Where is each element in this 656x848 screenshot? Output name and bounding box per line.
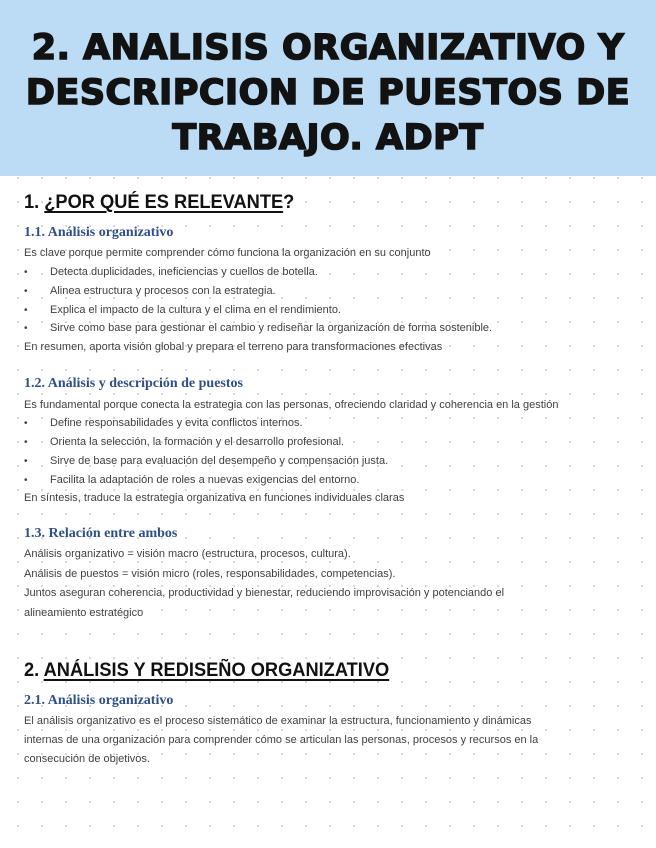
subsection-2-1-title: 2.1. Análisis organizativo — [24, 693, 174, 708]
bullet-dot: • — [24, 418, 28, 429]
bullet-dot: • — [24, 456, 28, 467]
section-1-title: ¿POR QUÉ ES RELEVANTE — [44, 192, 284, 213]
list-item — [24, 266, 318, 278]
subsection-1-3-line: Análisis de puestos = visión micro (roles, responsabilidades, competencias). — [24, 568, 396, 580]
section-2-title: ANÁLISIS Y REDISEÑO ORGANIZATIVO — [43, 660, 390, 681]
list-item — [24, 474, 359, 486]
subsection-2-1-line: El análisis organizativo es el proceso sistemático de examinar la estructura, funcionamiento y dinámicas — [24, 715, 532, 727]
bullet-dot: • — [24, 437, 28, 448]
bullet-dot: • — [24, 475, 28, 486]
subsection-2-1-line: internas de una organización para comprender cómo se articulan las personas, procesos y recursos en la — [24, 734, 539, 746]
bullet-dot: • — [24, 305, 28, 316]
subsection-1-2-summary: En síntesis, traduce la estrategia organizativa en funciones individuales claras — [24, 492, 405, 504]
subsection-1-1-title: 1.1. Análisis organizativo — [24, 225, 174, 240]
subsection-1-2-title: 1.2. Análisis y descripción de puestos — [24, 376, 243, 391]
list-item-text: Explica el impacto de la cultura y el clima en el rendimiento. — [50, 304, 342, 316]
section-1-heading — [24, 192, 294, 214]
subsection-1-1-summary: En resumen, aporta visión global y prepara el terreno para transformaciones efectivas — [24, 341, 443, 353]
list-item-text: Facilita la adaptación de roles a nuevas exigencias del entorno. — [50, 474, 360, 486]
bullet-dot: • — [24, 286, 28, 297]
bullet-dot: • — [24, 267, 28, 278]
list-item — [24, 304, 341, 316]
section-2-heading — [24, 660, 389, 682]
subsection-1-3-line: Análisis organizativo = visión macro (estructura, procesos, cultura). — [24, 548, 351, 560]
subsection-1-3-title: 1.3. Relación entre ambos — [24, 526, 178, 541]
subsection-1-3-line: alineamiento estratégico — [24, 607, 144, 619]
subsection-1-2-intro: Es fundamental porque conecta la estrategia con las personas, ofreciendo claridad y coherencia en la gestión — [24, 399, 559, 411]
list-item-text: Sirve como base para gestionar el cambio y rediseñar la organización de forma sostenible. — [50, 322, 493, 334]
list-item-text: Orienta la selección, la formación y el desarrollo profesional. — [50, 436, 345, 448]
list-item-text: Detecta duplicidades, ineficiencias y cuellos de botella. — [50, 266, 318, 278]
section-1-number: 1. — [24, 192, 40, 213]
page-title-line-1: 2. ANALISIS ORGANIZATIVO Y — [31, 28, 625, 68]
list-item — [24, 322, 492, 334]
list-item-text: Define responsabilidades y evita conflictos internos. — [50, 417, 303, 429]
page-title-line-3: TRABAJO. ADPT — [172, 118, 484, 158]
list-item — [24, 436, 344, 448]
subsection-2-1-line: consecución de objetivos. — [24, 753, 150, 765]
list-item-text: Alinea estructura y procesos con la estrategia. — [50, 285, 276, 297]
section-2-number: 2. — [24, 660, 40, 681]
subsection-1-3-line: Juntos aseguran coherencia, productividad y bienestar, reduciendo improvisación y potenciando el — [24, 587, 505, 599]
section-1-title-end: ? — [283, 192, 295, 213]
bullet-dot: • — [24, 323, 28, 334]
page-title-line-2: DESCRIPCION DE PUESTOS DE — [25, 73, 631, 113]
subsection-1-1-intro: Es clave porque permite comprender cómo funciona la organización en su conjunto — [24, 247, 431, 259]
list-item-text: Sirve de base para evaluación del desempeño y compensación justa. — [50, 455, 389, 467]
list-item — [24, 455, 388, 467]
list-item — [24, 285, 276, 297]
list-item — [24, 417, 303, 429]
